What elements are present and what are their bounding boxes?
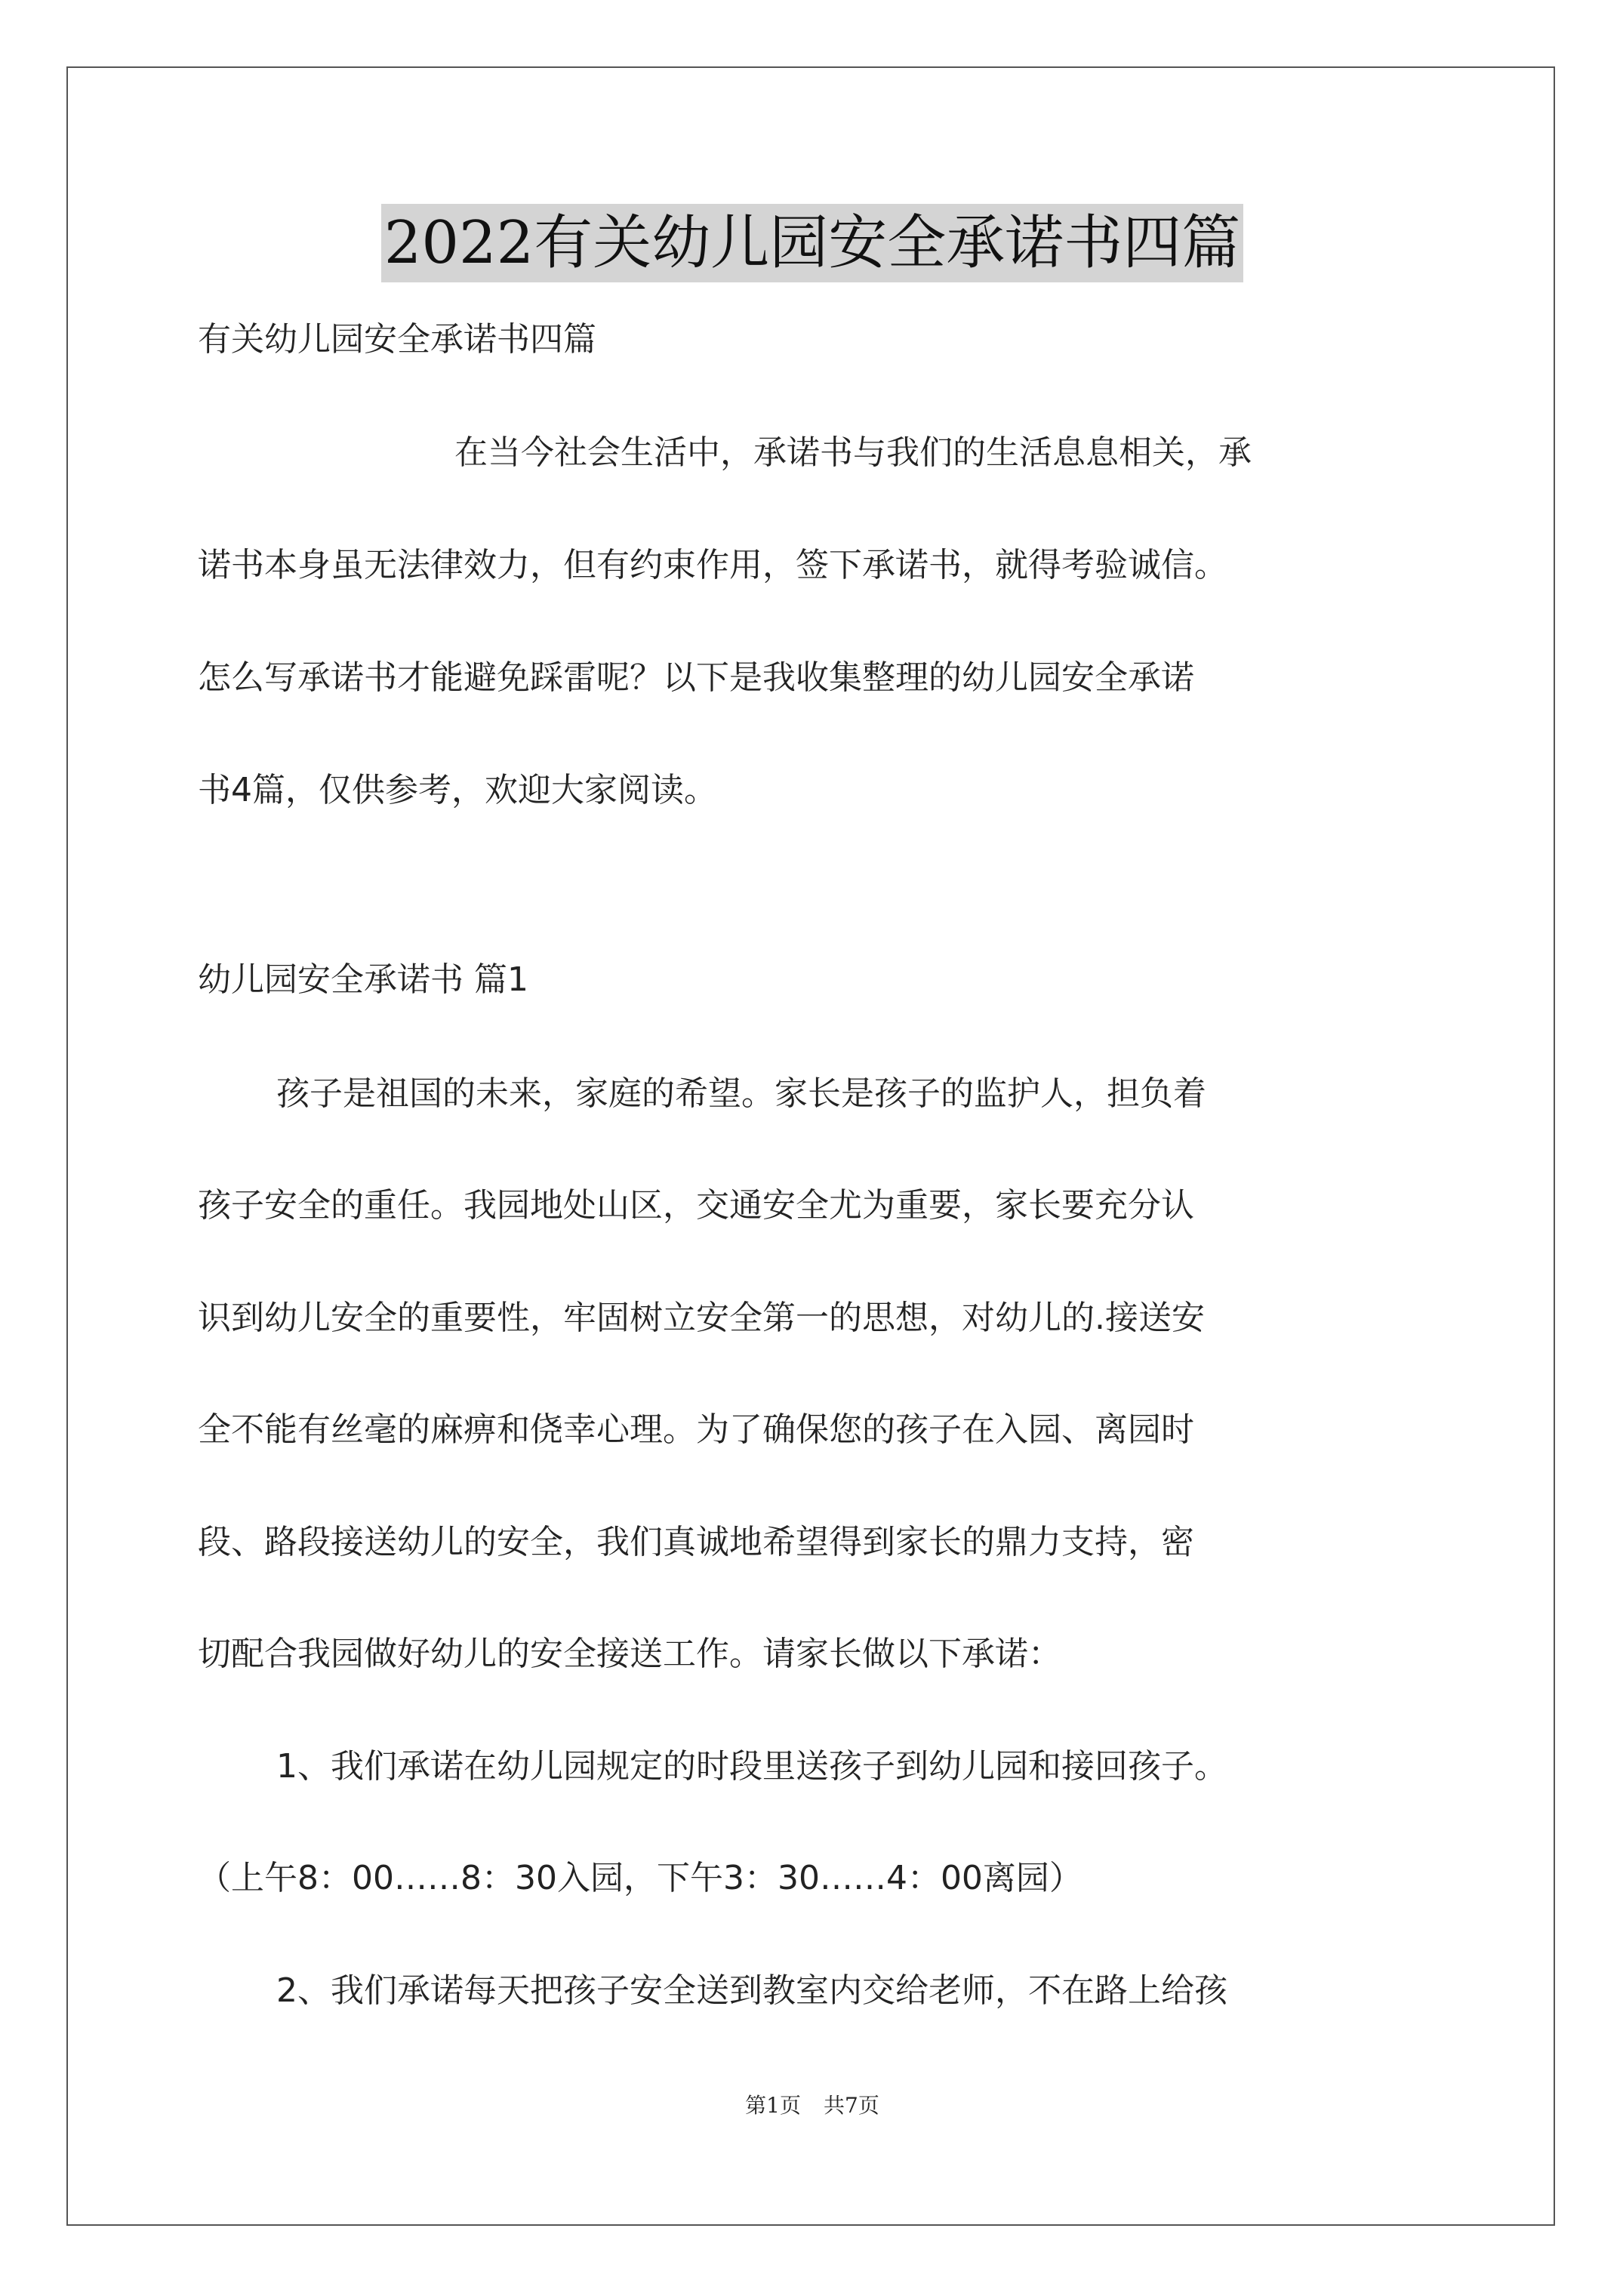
body-line: 2、我们承诺每天把孩子安全送到教室内交给老师，不在路上给孩 xyxy=(276,1971,1227,2010)
body-line: 孩子安全的重任。我园地处山区，交通安全尤为重要，家长要充分认 xyxy=(198,1186,1194,1225)
intro-line: 诺书本身虽无法律效力，但有约束作用，签下承诺书，就得考验诚信。 xyxy=(198,546,1227,584)
intro-line: 怎么写承诺书才能避免踩雷呢？以下是我收集整理的幼儿园安全承诺 xyxy=(198,658,1194,697)
intro-line: 书4篇，仅供参考，欢迎大家阅读。 xyxy=(198,771,717,809)
document-page xyxy=(66,66,1555,2226)
title-wrap xyxy=(68,204,1557,282)
page-total: 共7页 xyxy=(824,2093,879,2118)
body-line: 切配合我园做好幼儿的安全接送工作。请家长做以下承诺： xyxy=(198,1635,1061,1673)
body-line: 全不能有丝毫的麻痹和侥幸心理。为了确保您的孩子在入园、离园时 xyxy=(198,1410,1194,1449)
page-number: 第1页 xyxy=(745,2093,801,2118)
body-line: 孩子是祖国的未来，家庭的希望。家长是孩子的监护人，担负着 xyxy=(276,1074,1206,1113)
page-footer xyxy=(68,2089,1557,2119)
body-line: 段、路段接送幼儿的安全，我们真诚地希望得到家长的鼎力支持，密 xyxy=(198,1523,1194,1561)
subtitle: 有关幼儿园安全承诺书四篇 xyxy=(198,320,596,359)
document-title: 2022有关幼儿园安全承诺书四篇 xyxy=(381,204,1244,282)
body-line: （上午8：00……8：30入园，下午3：30……4：00离园） xyxy=(198,1859,1083,1897)
body-line: 识到幼儿安全的重要性，牢固树立安全第一的思想，对幼儿的.接送安 xyxy=(198,1299,1205,1337)
section-heading: 幼儿园安全承诺书 篇1 xyxy=(198,960,528,999)
intro-line: 在当今社会生活中，承诺书与我们的生活息息相关，承 xyxy=(454,433,1252,472)
body-line: 1、我们承诺在幼儿园规定的时段里送孩子到幼儿园和接回孩子。 xyxy=(276,1747,1227,1786)
